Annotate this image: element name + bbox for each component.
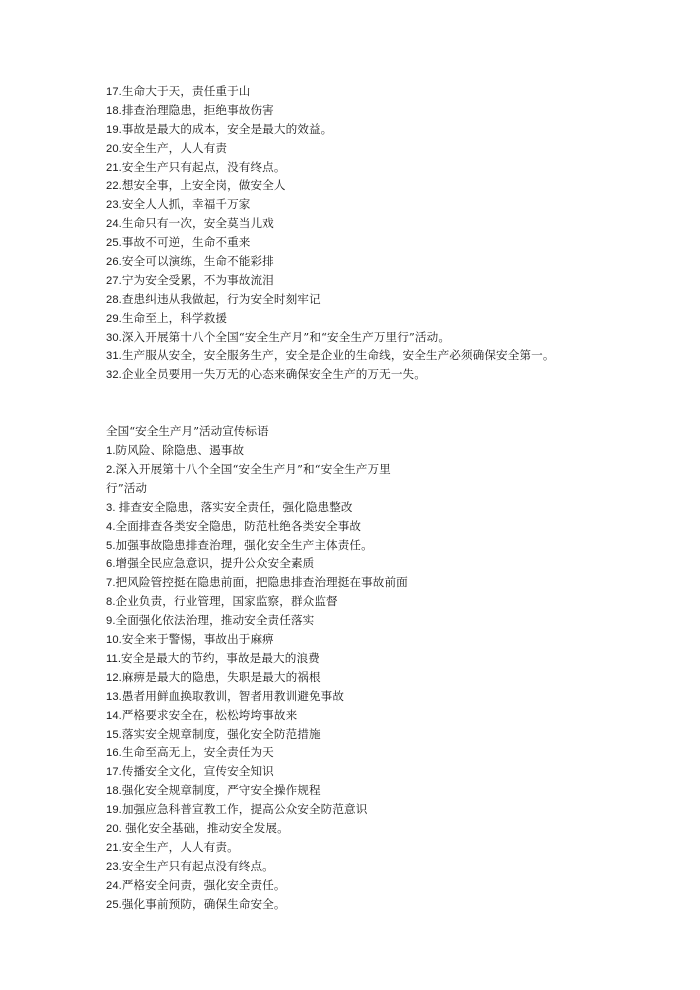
item-text: 全面排查各类安全隐患，防范杜绝各类安全事故 [115,518,362,533]
item-text: 想安全事，上安全岗，做安全人 [121,178,286,193]
item-text: 麻痹是最大的隐患，失职是最大的祸根 [121,669,321,684]
list-item [106,838,666,857]
list-item [106,290,666,309]
list-item [106,346,666,365]
item-text: 生命只有一次，安全莫当儿戏 [121,216,274,231]
item-text: 愚者用鲜血换取教训，智者用教训避免事故 [121,688,345,703]
item-text: 加强应急科普宣教工作，提高公众安全防范意识 [121,802,368,817]
list-item [106,517,666,536]
list-item [106,876,666,895]
item-text: 安全来于警惕，事故出于麻痹 [121,632,274,647]
list-item [106,895,666,914]
item-text: 生命大于天，责任重于山 [121,84,251,98]
item-text: 查患纠违从我做起，行为安全时刻牢记 [121,291,321,306]
item-number: 20. [106,142,122,155]
item-text: 把风险管控挺在隐患前面，把隐患排查治理挺在事故前面 [115,575,408,590]
item-text: 宁为安全受累，不为事故流泪 [121,272,274,287]
item-number: 17. [106,766,122,779]
list-item [106,630,666,649]
item-number: 10. [106,634,122,647]
item-text: 事故是最大的成本，安全是最大的效益。 [121,121,333,136]
item-text: 全面强化依法治理，推动安全责任落实 [115,613,315,628]
list-item [106,195,666,214]
item-number: 25. [106,237,122,250]
item-number: 21. [106,161,122,174]
list-item [106,687,666,706]
item-number: 7. [106,577,116,590]
list-item [106,592,666,611]
item-text: 强化安全规章制度，严守安全操作规程 [121,783,321,798]
list-item [106,573,666,592]
item-text: 排查安全隐患，落实安全责任，强化隐患整改 [118,499,353,514]
item-number: 4. [106,520,116,533]
list-item [106,309,666,328]
list-item [106,649,666,668]
item-number: 9. [106,615,116,628]
list-item [106,725,666,744]
item-text: 安全生产只有起点没有终点。 [121,858,274,873]
item-number: 28. [106,293,122,306]
list-item [106,479,666,498]
list-item [106,252,666,271]
list-item [106,120,666,139]
item-number: 30. [106,331,122,344]
list-item [106,611,666,630]
item-text: 安全生产只有起点，没有终点。 [121,159,286,174]
item-number: 22. [106,180,122,193]
list-item [106,857,666,876]
item-text: 严格要求安全在，松松垮垮事故来 [121,707,298,722]
item-number: 26. [106,256,122,269]
item-number: 23. [106,199,122,212]
item-number: 18. [106,104,122,117]
item-text: 企业全员要用一失万无的心态来确保安全生产的万无一失。 [121,367,426,382]
item-text: 安全生产，人人有责 [121,140,228,155]
slogan-list-campaign [106,441,666,913]
list-item [106,706,666,725]
item-number: 11. [106,652,122,665]
item-text: 深入开展第十八个全国“安全生产月”和“安全生产万里行”活动。 [121,329,451,344]
item-text: 事故不可逆，生命不重来 [121,235,251,250]
list-item [106,819,666,838]
item-number: 21. [106,841,122,854]
item-number: 16. [106,747,122,760]
item-number: 6. [106,558,116,571]
list-item [106,214,666,233]
list-item [106,762,666,781]
section-spacer [106,384,666,422]
list-item [106,800,666,819]
item-number: 23. [106,860,122,873]
item-number: 15. [106,728,122,741]
item-text: 落实安全规章制度，强化安全防范措施 [121,726,321,741]
item-number: 17. [106,86,122,98]
item-text: 安全是最大的节约，事故是最大的浪费 [121,650,320,665]
list-item [106,176,666,195]
item-number: 27. [106,274,122,287]
item-text: 加强事故隐患排查治理，强化安全生产主体责任。 [115,537,373,552]
item-text: 增强全民应急意识，提升公众安全素质 [115,556,315,571]
list-item [106,668,666,687]
item-number: 2. [106,464,116,477]
item-number: 20. [106,822,126,835]
item-text: 安全生产，人人有责。 [121,839,239,854]
item-number: 19. [106,123,122,136]
list-item [106,328,666,347]
item-number: 1. [106,445,116,458]
item-text: 安全可以演练，生命不能彩排 [121,254,274,269]
item-text: 生产服从安全，安全服务生产，安全是企业的生命线，安全生产必须确保安全第一。 [121,348,555,363]
item-text: 严格安全问责，强化安全责任。 [121,877,286,892]
list-item [106,365,666,384]
list-item [106,101,666,120]
section-heading: 全国“安全生产月”活动宣传标语 [106,424,269,439]
item-number: 32. [106,369,122,382]
slogan-list-continued [106,82,666,384]
list-item [106,233,666,252]
item-text: 强化事前预防，确保生命安全。 [121,896,286,911]
list-item [106,498,666,517]
list-item [106,158,666,177]
list-item [106,536,666,555]
item-number: 24. [106,879,122,892]
list-item [106,82,666,101]
item-text: 生命至高无上，安全责任为天 [121,745,274,760]
item-number: 19. [106,804,122,817]
item-number: 25. [106,898,122,911]
item-text: 安全人人抓，幸福千万家 [121,197,251,212]
item-text: 深入开展第十八个全国“安全生产月”和“安全生产万里 [115,462,391,477]
item-text: 防风险、除隐患、遏事故 [115,443,245,458]
list-item [106,139,666,158]
item-number: 8. [106,596,116,609]
list-item [106,781,666,800]
item-text: 生命至上，科学救援 [121,310,228,325]
item-number: 5. [106,539,116,552]
list-item [106,460,666,479]
list-item [106,271,666,290]
item-text: 企业负责，行业管理，国家监察，群众监督 [115,594,338,609]
item-text: 强化安全基础，推动安全发展。 [125,820,289,835]
item-number: 29. [106,312,122,325]
item-number: 12. [106,671,122,684]
item-number: 31. [106,350,122,363]
list-item [106,441,666,460]
item-text: 行”活动 [106,480,148,495]
list-item [106,743,666,762]
item-text: 传播安全文化，宣传安全知识 [121,764,274,779]
item-number: 13. [106,690,122,703]
item-number: 3. [106,501,119,514]
item-number: 24. [106,218,122,231]
list-item [106,554,666,573]
item-number: 18. [106,785,122,798]
document-page [106,82,666,913]
item-number: 14. [106,709,122,722]
item-text: 排查治理隐患，拒绝事故伤害 [121,102,274,117]
